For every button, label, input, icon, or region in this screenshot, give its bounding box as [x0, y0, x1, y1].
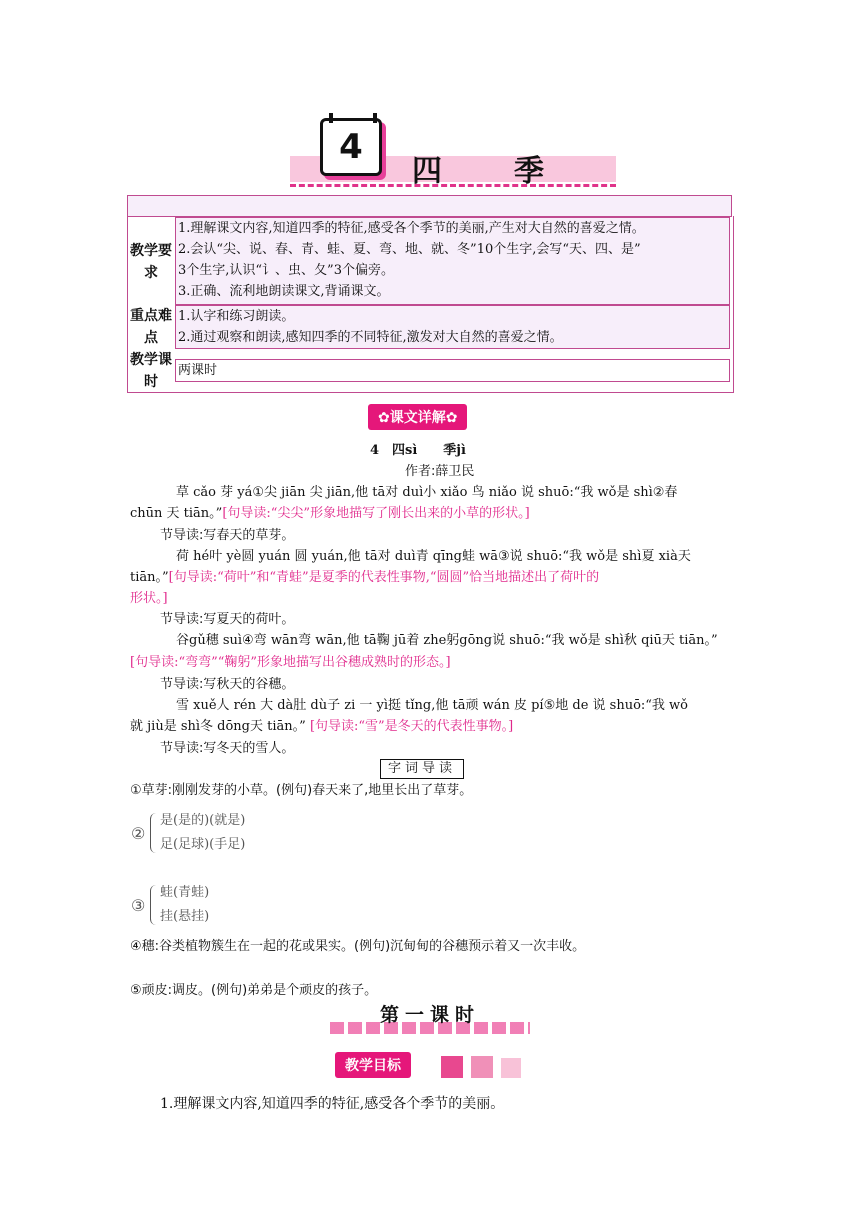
- para-3-line-1: 谷gǔ穗 suì④弯 wān弯 wān,他 tā鞠 jū着 zhe躬gōng说 shuō:“我 wǒ是 shì秋 qiū天 tiān。”: [176, 633, 718, 648]
- requirements-label: 教学要求: [130, 243, 172, 281]
- vocab-item-4: ④穗:谷类植物簇生在一起的花或果实。(例句)沉甸甸的谷穗预示着又一次丰收。: [130, 939, 586, 954]
- hours-content: [175, 359, 730, 382]
- vocab-3-brace: [150, 885, 159, 925]
- vocab-2-line-1: 是(是的)(就是): [160, 813, 246, 828]
- para-2-note: [句导读:“荷叶”和“青蛙”是夏季的代表性事物,“圆圆”恰当地描述出了荷叶的: [168, 570, 600, 585]
- section-note-3: 节导读:写秋天的谷穗。: [160, 677, 295, 692]
- vocab-item-1: ①草芽:刚刚发芽的小草。(例句)春天来了,地里长出了草芽。: [130, 783, 473, 798]
- req-line-4: 3.正确、流利地朗读课文,背诵课文。: [178, 284, 390, 299]
- para-1-note: [句导读:“尖尖”形象地描写了刚长出来的小草的形状。]: [222, 506, 530, 521]
- req-line-3: 3个生字,认识“讠、虫、夂”3个偏旁。: [178, 263, 394, 278]
- section-note-4: 节导读:写冬天的雪人。: [160, 741, 295, 756]
- decor-square-3: [501, 1058, 521, 1078]
- first-lesson-text: 第一课时: [379, 1004, 480, 1026]
- decor-square-1: [441, 1056, 463, 1078]
- title-char-1: 四: [412, 154, 442, 189]
- para-4-note: [句导读:“雪”是冬天的代表性事物。]: [309, 719, 514, 734]
- key-points-content: [175, 305, 730, 349]
- para-1-line-1: 草 cǎo 芽 yá①尖 jiān 尖 jiān,他 tā对 duì小 xiǎo 鸟 niǎo 说 shuō:“我 wǒ是 shì②春: [176, 485, 678, 500]
- vocab-2-line-2: 足(足球)(手足): [160, 837, 246, 852]
- vocab-2-brace: [150, 813, 159, 853]
- section-tag-text-explain: ✿课文详解✿: [368, 404, 467, 430]
- section-note-2: 节导读:写夏天的荷叶。: [160, 612, 295, 627]
- vocab-3-mark: ③: [131, 896, 146, 915]
- decor-square-2: [471, 1056, 493, 1078]
- vocab-3-line-1: 蛙(青蛙): [160, 885, 210, 900]
- key-line-2: 2.通过观察和朗读,感知四季的不同特征,激发对大自然的喜爱之情。: [178, 330, 563, 345]
- text-heading: 4 四sì 季jì: [370, 443, 466, 458]
- lesson-title-banner: [290, 118, 620, 188]
- key-line-1: 1.认字和练习朗读。: [178, 309, 295, 324]
- title-dashed-line: [290, 184, 616, 187]
- title-char-2: 季: [514, 154, 544, 189]
- calendar-icon: [320, 118, 382, 176]
- vocab-2-mark: ②: [131, 824, 146, 843]
- para-1-line-2: chūn 天 tiān。”[句导读:“尖尖”形象地描写了刚长出来的小草的形状。]: [130, 506, 530, 521]
- goal-tag: 教学目标: [335, 1052, 411, 1078]
- table-header-bar: [127, 195, 732, 217]
- para-2-line-2: tiān。”[句导读:“荷叶”和“青蛙”是夏季的代表性事物,“圆圆”恰当地描述出了荷叶的: [130, 570, 600, 585]
- vocab-heading: 字词导读: [380, 759, 464, 779]
- hours-value: 两课时: [178, 363, 218, 378]
- para-2-line-1: 荷 hé叶 yè圆 yuán 圆 yuán,他 tā对 duì青 qīng蛙 wā③说 shuō:“我 wǒ是 shì夏 xià天: [176, 549, 691, 564]
- goal-line-1: 1.理解课文内容,知道四季的特征,感受各个季节的美丽。: [160, 1096, 505, 1112]
- req-line-2: 2.会认“尖、说、春、青、蛙、夏、弯、地、就、冬”10个生字,会写“天、四、是”: [178, 242, 641, 257]
- para-2-note-cont: 形状。]: [130, 591, 168, 606]
- first-lesson-heading: [330, 1000, 530, 1038]
- para-3-note: [句导读:“弯弯”“鞠躬”形象地描写出谷穗成熟时的形态。]: [130, 655, 451, 670]
- para-4-line-1: 雪 xuě人 rén 大 dà肚 dù子 zi 一 yì挺 tǐng,他 tā顽 wán 皮 pí⑤地 de 说 shuō:“我 wǒ: [176, 698, 689, 713]
- para-4-line-2: 就 jiù是 shì冬 dōng天 tiān。” [句导读:“雪”是冬天的代表性事物。]: [130, 719, 514, 734]
- req-line-1: 1.理解课文内容,知道四季的特征,感受各个季节的美丽,产生对大自然的喜爱之情。: [178, 221, 645, 236]
- vocab-item-5: ⑤顽皮:调皮。(例句)弟弟是个顽皮的孩子。: [130, 983, 378, 998]
- key-points-label: 重点难点: [130, 308, 172, 346]
- lesson-number: 4: [339, 127, 363, 167]
- vocab-3-line-2: 挂(悬挂): [160, 909, 210, 924]
- text-author: 作者:薛卫民: [405, 464, 475, 479]
- section-note-1: 节导读:写春天的草芽。: [160, 528, 295, 543]
- hours-label: 教学课时: [130, 352, 172, 390]
- requirements-content: [175, 217, 730, 305]
